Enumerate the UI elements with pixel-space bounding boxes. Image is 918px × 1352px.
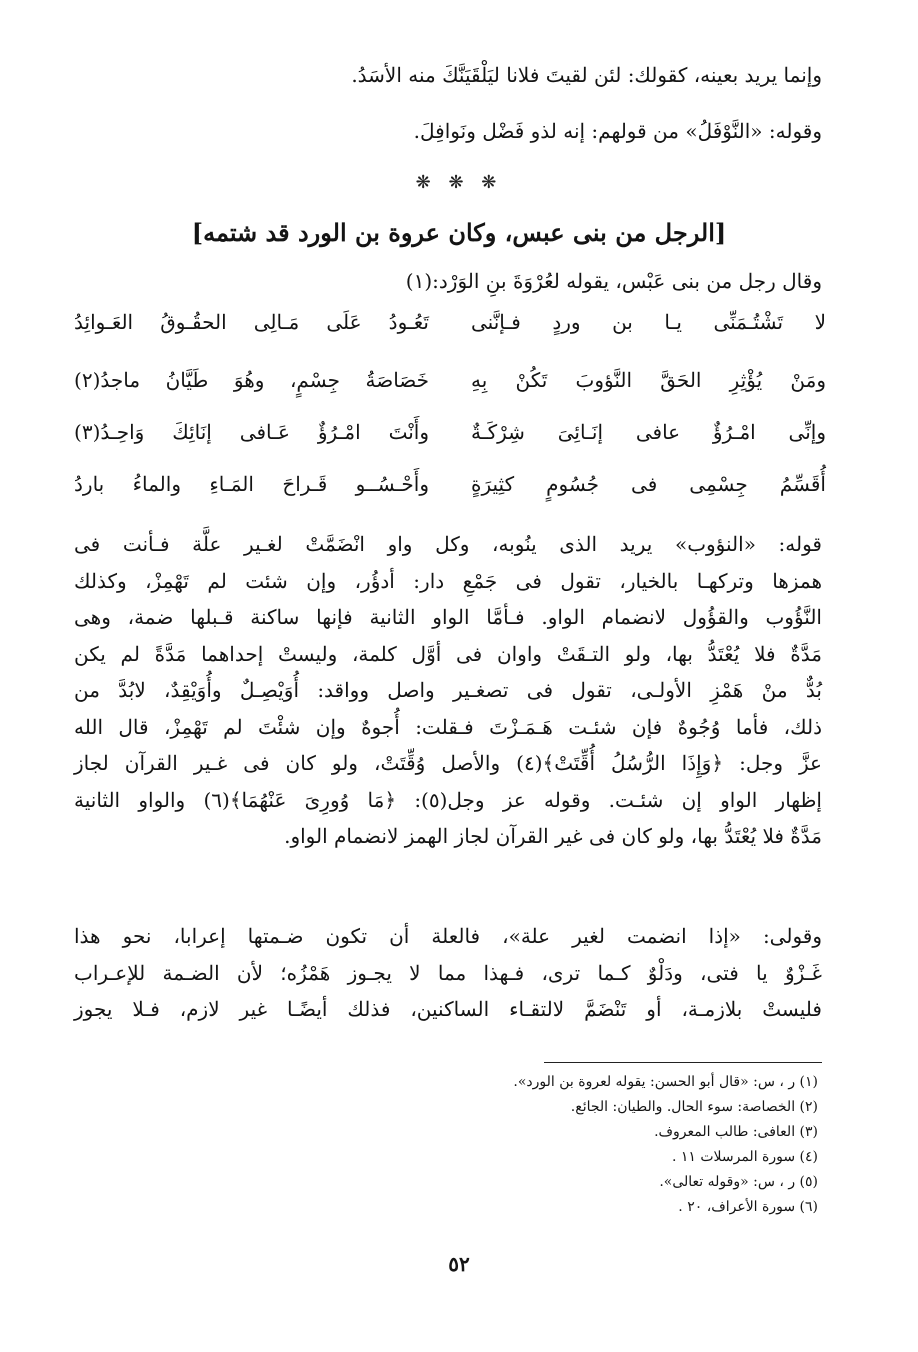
footnote: (١) ر ، س: «قال أبو الحسن: يقوله لعروة بن الورد». bbox=[513, 1074, 818, 1090]
footnote: (٣) العافى: طالب المعروف. bbox=[654, 1124, 818, 1140]
footnotes bbox=[300, 1070, 818, 1220]
page-number: ٥٢ bbox=[448, 1252, 470, 1276]
footnote: (٤) سورة المرسلات ١١ . bbox=[671, 1149, 818, 1165]
verse-line bbox=[74, 304, 826, 340]
intro-line: وقوله: «النَّوْفَلُ» من قولهم: إنه لذو فَضْل ونَوافِلَ. bbox=[413, 119, 822, 143]
section-heading: [الرجل من بنى عبس، وكان عروة بن الورد قد شتمه] bbox=[191, 218, 727, 247]
paragraph-line: همزها وتركهـا بالخيار، تقول فى جَمْعِ دار: أدؤُر، وإن شئت لم تَهْمِزْ، وكذلك bbox=[74, 568, 822, 593]
paragraph-1 bbox=[74, 526, 822, 855]
verse-second-hemistich: خَصَاصَةُ جِسْمٍ، وهُوَ طَيَّانُ ماجدُ(٢) bbox=[74, 368, 429, 392]
paragraph-line: النَّؤُوب والقؤُول لانضمام الواو. فـأمَّا الواو الثانية فإنها ساكنة قـبلها ضمة، وهى bbox=[74, 605, 822, 629]
verse-second-hemistich: تَعُـودُ عَلَى مَـالِى الحقُـوقُ العَـوائِدُ bbox=[74, 310, 429, 334]
verse-first-hemistich: لا تَشْتُـمَنِّى يـا بن وردٍ فـإنَّنى bbox=[471, 310, 826, 334]
paragraph-2 bbox=[74, 918, 822, 1028]
paragraph-line: مَدَّةٌ فلا يُعْتَدُّ بها، ولو التـقَتْ واوان فى أوَّل كلمة، وليستْ إحداهما مَدَّةً لم يكن bbox=[74, 641, 822, 666]
verse-line bbox=[74, 414, 826, 450]
verse-line bbox=[74, 466, 826, 502]
section-separator: ❋ ❋ ❋ bbox=[415, 172, 503, 193]
verse-line bbox=[74, 362, 826, 398]
paragraph-line: قوله: «النؤوب» يريد الذى ينُوبه، وكل واو انْضَمَّتْ لغـير علَّة فـأنت فى bbox=[74, 532, 822, 556]
verse-intro bbox=[74, 264, 822, 298]
verse-intro-line: وقال رجل من بنى عَبْس، يقوله لعُرْوَةَ بنِ الوَرْد:(١) bbox=[405, 269, 822, 293]
verse-first-hemistich: ومَنْ يُؤْثِرِ الحَقَّ النَّؤوبَ تَكُنْ بِهِ bbox=[471, 368, 826, 392]
footnote-divider bbox=[544, 1062, 822, 1063]
verse-second-hemistich: وأَنْتَ امْـرُؤٌ عَـافى إنَائِكَ وَاحِـدُ(٣) bbox=[74, 420, 429, 444]
intro-block bbox=[74, 58, 822, 148]
paragraph-line: فليستْ بلازمـة، أو تَنْضَمَّ لالتقـاء الساكنين، فذلك أيضًـا غير لازم، فـلا يجوز bbox=[74, 997, 822, 1021]
paragraph-line: ذلك، فأما وُجُوهٌ فإن شئـت هَـمَـزْتَ فـقلت: أُجوهٌ وإن شئْتَ لم تَهْمِزْ، قال الله bbox=[74, 714, 822, 739]
paragraph-line: إظهار الواو إن شئـت. وقوله عز وجل(٥): ﴿مَا وُورِىَ عَنْهُمَا﴾(٦) والواو الثانية bbox=[74, 787, 822, 812]
footnote: (٥) ر ، س: «وقوله تعالى». bbox=[659, 1174, 818, 1190]
verse-first-hemistich: وإنِّى امْـرُؤٌ عافى إنَـائِىَ شِرْكَـةٌ bbox=[471, 420, 826, 444]
paragraph-line: غَـزْوٌ يا فتى، ودَلْوٌ كـما ترى، فـهذا مما لا يجـوز هَمْزُه؛ لأن الضـمة للإعـراب bbox=[74, 960, 822, 985]
verse-first-hemistich: أُقَسِّمُ جِسْمِى فى جُسُومٍ كثِيرَةٍ bbox=[471, 472, 826, 496]
paragraph-line: عزَّ وجل: ﴿وَإِذَا الرُّسُلُ أُقِّتَتْ﴾(٤) والأصل وُقِّتَتْ، ولو كان فى غـير القرآن لجاز bbox=[74, 751, 822, 775]
verse-second-hemistich: وأَحْـسُــو قَـراحَ المَـاءِ والماءُ باردُ bbox=[74, 472, 429, 496]
footnote: (٦) سورة الأعراف، ٢٠ . bbox=[678, 1199, 818, 1215]
paragraph-line: مَدَّةٌ فلا يُعْتَدُّ بها، ولو كان فى غير القرآن لجاز الهمز لانضمام الواو. bbox=[284, 824, 822, 848]
footnote: (٢) الخصاصة: سوء الحال. والطيان: الجائع. bbox=[570, 1099, 818, 1115]
paragraph-line: وقولى: «إذا انضمت لغير علة»، فالعلة أن تكون ضـمتها إعرابا، نحو هذا bbox=[74, 924, 822, 948]
intro-line: وإنما يريد بعينه، كقولك: لئن لقيتَ فلانا ليَلْقَيَنَّكَ منه الأسَدُ. bbox=[351, 63, 822, 87]
paragraph-line: بُدٌّ منْ هَمْزِ الأولـى، تقول فى تصغـير واصل وواقد: أُوَيْصِـلٌ وأُوَيْقِدٌ، لابُدَّ من bbox=[74, 678, 822, 702]
